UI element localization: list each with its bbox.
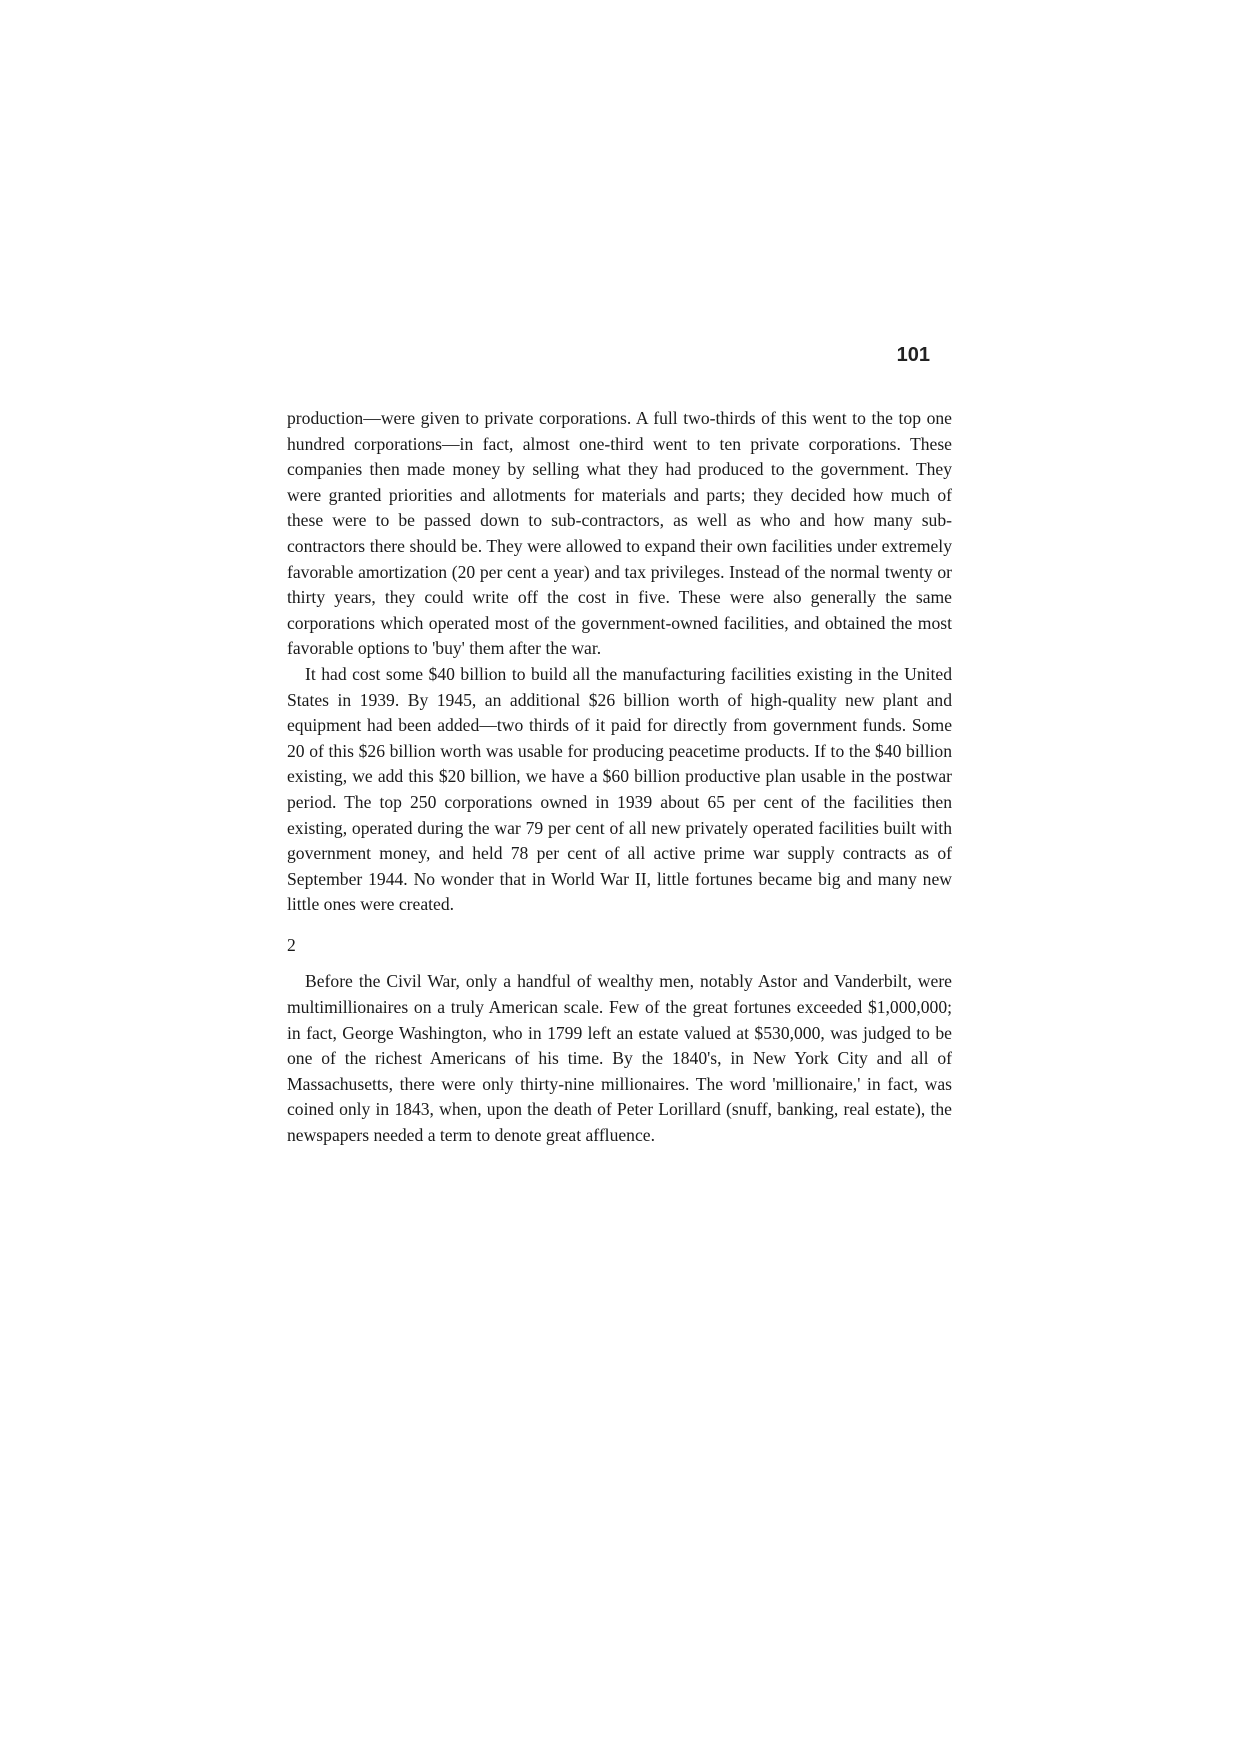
paragraph-2: It had cost some $40 billion to build all the manufacturing facilities existing in the United States in 1939. By 1945, an additional $26 billion worth of high-quality new plant and equipment had been added—two thirds of it paid for directly from government funds. Some 20 of this $26 billion worth was usable for producing peacetime products. If to the $40 billion existing, we add this $20 billion, we have a $60 billion productive plan usable in the postwar period. The top 250 corporations owned in 1939 about 65 per cent of the facilities then existing, operated during the war 79 per cent of all new privately operated facilities built with government money, and held 78 per cent of all active prime war supply contracts as of September 1944. No wonder that in World War II, little fortunes became big and many new little ones were created. (287, 663, 952, 915)
paragraph-1: production—were given to private corporations. A full two-thirds of this went to the top one hundred corporations—in fact, almost one-third went to ten private corporations. These companies then made money by selling what they had produced to the government. They were granted priorities and allotments for materials and parts; they decided how much of these were to be passed down to sub-contractors, as well as who and how many sub-contractors there should be. They were allowed to expand their own facilities under extremely favorable amortization (20 per cent a year) and tax privileges. Instead of the normal twenty or thirty years, they could write off the cost in five. These were also generally the same corporations which operated most of the government-owned facilities, and obtained the most favorable options to 'buy' them after the war. (287, 408, 952, 659)
page-number: 101 (896, 344, 930, 366)
section-number: 2 (287, 934, 296, 955)
paragraph-3: Before the Civil War, only a handful of wealthy men, notably Astor and Vanderbilt, were multimillionaires on a truly American scale. Few of the great fortunes exceeded $1,000,000; in fact, George Washington, who in 1799 left an estate valued at $530,000, was judged to be one of the richest Americans of his time. By the 1840's, in New York City and all of Massachusetts, there were only thirty-nine millionaires. The word 'millionaire,' in fact, was coined only in 1843, when, upon the death of Peter Lorillard (snuff, banking, real estate), the newspapers needed a term to denote great affluence. (287, 971, 952, 1146)
body-text (287, 406, 952, 1149)
